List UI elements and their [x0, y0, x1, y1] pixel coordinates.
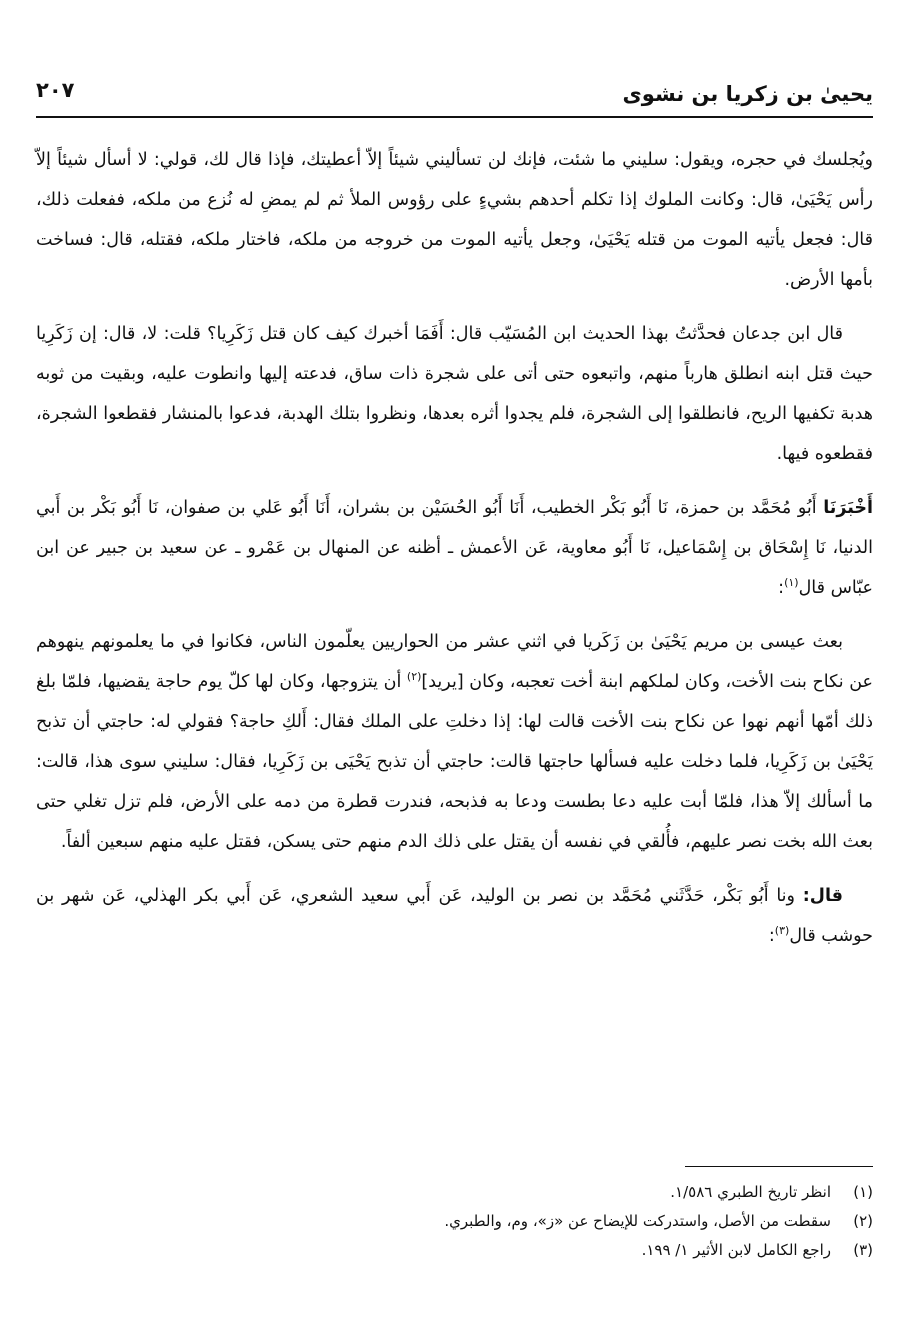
- paragraph-text: أَبُو مُحَمَّد بن حمزة، نَا أَبُو بَكْر الخطيب، أَنَا أَبُو الحُسَيْن بن بشران، أَنَا أَبُو عَلي بن صفوان، نَا أَبُو بَكْر بن أَبي الدنيا، نَا إِسْحَاق بن إِسْمَاعيل، نَا أَبُو معاوية، عَن الأعمش ـ أظنه عن المنهال بن عَمْرو ـ عن سعيد بن جبير عن ابن عبّاس قال: [36, 498, 873, 598]
- paragraph: [36, 622, 873, 862]
- footnote: [36, 1178, 873, 1207]
- footnote-number: (٢): [853, 1212, 873, 1230]
- running-title: يحيىٰ بن زكريا بن نشوى: [622, 82, 873, 106]
- footnote-ref: (٢): [406, 670, 422, 684]
- footnote-text: راجع الكامل لابن الأثير ١/ ١٩٩.: [641, 1241, 831, 1259]
- paragraph-lead: أَخْبَرَنَا: [823, 498, 873, 518]
- footnote-ref: (٣): [774, 924, 790, 938]
- page-number: ٢٠٧: [36, 78, 75, 102]
- footnote-text: انظر تاريخ الطبري ١/٥٨٦.: [670, 1183, 831, 1201]
- paragraph-text: ونا أَبُو بَكْر، حَدَّثَني مُحَمَّد بن نصر بن الوليد، عَن أَبي سعيد الشعري، عَن أَبي بكر الهذلي، عَن شهر بن حوشب قال: [36, 886, 873, 946]
- paragraph-tail: :: [768, 926, 775, 946]
- paragraph-tail: أن يتزوجها، وكان لها كلّ يوم حاجة يقضيها، فلمّا بلغ ذلك أمّها أنهم نهوا عن نكاح بنت الأخت قالت لها: إذا دخلتِ على الملك فقال: أَلكِ حاجة؟ فقولي له: حاجتي أن تذبح يَحْيَىٰ بن زَكَرِيا، فلما دخلت عليه فسألها حاجتها قالت: حاجتي أن تذبح يَحْيَى بن زَكَرِيا، فقال: سليني سوى هذا، قالت: ما أسألك إلاّ هذا، فلمّا أبت عليه دعا بطست ودعا به فذبحه، فندرت قطرة من دمه على الأرض، فلم تزل تغلي حتى بعث الله بخت نصر عليهم، فأُلقي في نفسه أن يقتل على ذلك الدم منهم حتى يسكن، فقتل عليه منهم سبعين ألفاً.: [36, 672, 873, 852]
- paragraph: [36, 314, 873, 474]
- header-rule: [36, 116, 873, 118]
- paragraph-text: قال ابن جدعان فحدَّثتُ بهذا الحديث ابن المُسَيّب قال: أَفَمَا أخبرك كيف كان قتل زَكَرِيا؟ قلت: لا، قال: إن زَكَرِيا حيث قتل ابنه انطلق هارباً منهم، واتبعوه حتى أتى على شجرة ذات ساق، فدعته إليها وانطوت عليه، وبقيت من ثوبه هدبة تكفيها الريح، فانطلقوا إلى الشجرة، فلم يجدوا أثره بعدها، ونظروا بتلك الهدبة، فدعوا بالمنشار فقطعوا الشجرة، فقطعوه فيها.: [36, 324, 873, 464]
- paragraph-text: ويُجلسك في حجره، ويقول: سليني ما شئت، فإنك لن تسأليني شيئاً إلاّ أعطيتك، فإذا قال لك، قولي: لا أسأل شيئاً إلاّ رأس يَحْيَىٰ، قال: وكانت الملوك إذا تكلم أحدهم بشيءٍ على رؤوس الملأ ثم لم يمضِ له نُزع من ملكه، ففعلت ذلك، قال: فجعل يأتيه الموت من قتله يَحْيَىٰ، وجعل يأتيه الموت من خروجه من ملكه، فاختار ملكه، فقتله، قال: فساخت بأمها الأرض.: [36, 150, 873, 290]
- paragraph: [36, 140, 873, 300]
- paragraph-tail: :: [778, 578, 785, 598]
- footnote-number: (٣): [853, 1241, 873, 1259]
- paragraph-lead: قال:: [802, 886, 843, 906]
- paragraph: [36, 876, 873, 956]
- paragraph: [36, 488, 873, 608]
- paragraph-text: بعث عيسى بن مريم يَحْيَىٰ بن زَكَريا في اثني عشر من الحواريين يعلّمون الناس، فكانوا في ما يعلمونهم ينهوهم عن نكاح بنت الأخت، وكان لملكهم ابنة أخت تعجبه، وكان [يريد]: [36, 632, 873, 692]
- footnotes: [36, 1178, 873, 1265]
- footnote-ref: (١): [784, 576, 799, 590]
- footnote-number: (١): [853, 1183, 873, 1201]
- footnote-rule: [685, 1166, 873, 1167]
- main-text: [36, 140, 873, 970]
- footnote: [36, 1207, 873, 1236]
- footnote: [36, 1236, 873, 1265]
- page-header: [36, 68, 873, 118]
- footnote-text: سقطت من الأصل، واستدركت للإيضاح عن «ز»، وم، والطبري.: [444, 1212, 831, 1230]
